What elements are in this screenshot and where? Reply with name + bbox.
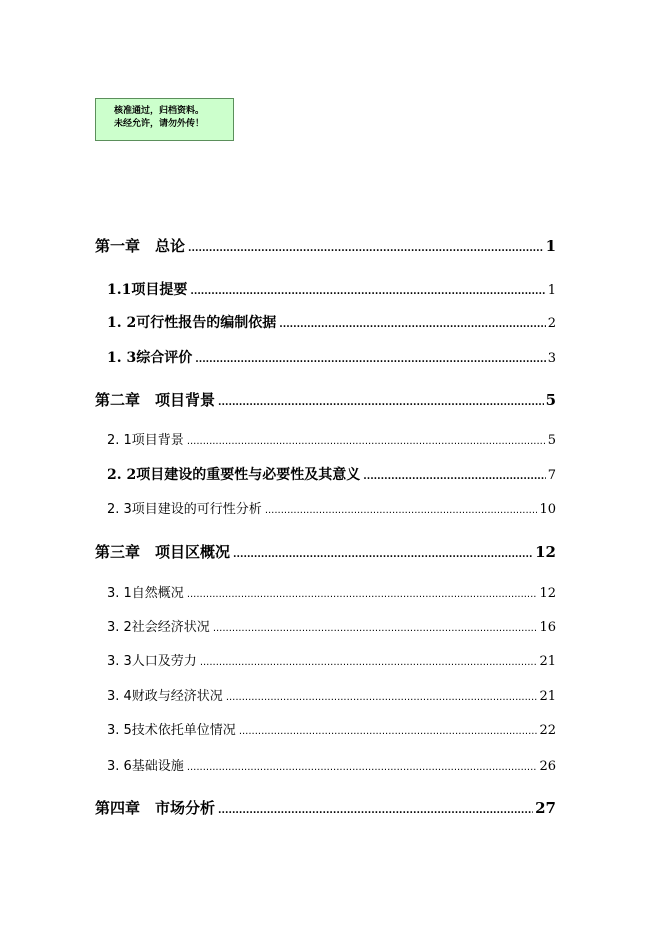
toc-entry-3-5[interactable]: [107, 721, 556, 741]
toc-page-number: 12: [535, 543, 556, 561]
toc-page-number: 5: [545, 391, 556, 409]
toc-entry-1-3[interactable]: [107, 348, 556, 368]
toc-page-number: 21: [539, 654, 556, 669]
toc-label: 1.1项目提要: [107, 282, 188, 298]
toc-page-number: 12: [539, 586, 556, 601]
toc-entry-2-1[interactable]: [107, 431, 556, 451]
toc-entry-chapter-2[interactable]: [95, 390, 556, 410]
toc-leader: [279, 315, 545, 335]
toc-label: 第四章 市场分析: [95, 799, 216, 817]
toc-entry-1-1[interactable]: [107, 280, 556, 300]
toc-leader: [363, 467, 545, 487]
toc-entry-chapter-1[interactable]: [95, 236, 556, 256]
toc-leader: [195, 350, 545, 370]
toc-entry-3-1[interactable]: [107, 584, 556, 604]
toc-label: 第二章 项目背景: [95, 391, 216, 409]
toc-page-number: 5: [547, 433, 556, 448]
notice-line-2: 未经允许，请勿外传！: [114, 119, 205, 129]
toc-page-number: 7: [547, 468, 556, 483]
toc-entry-3-6[interactable]: [107, 757, 556, 777]
notice-line-1: 核准通过，归档资料。: [114, 106, 205, 116]
toc-label: 第一章 总论: [95, 237, 186, 255]
toc-page-number: 16: [539, 620, 556, 635]
toc-label: 1. 3综合评价: [107, 350, 193, 366]
toc-page-number: 2: [547, 316, 556, 331]
toc-entry-2-2[interactable]: [107, 465, 556, 485]
toc-leader: [213, 619, 538, 639]
toc-label: 3. 1自然概况: [107, 586, 184, 601]
toc-label: 2. 2项目建设的重要性与必要性及其意义: [107, 467, 361, 483]
toc-page-number: 1: [547, 283, 556, 298]
toc-entry-3-3[interactable]: [107, 652, 556, 672]
toc-label: 3. 3人口及劳力: [107, 654, 197, 669]
toc-label: 第三章 项目区概况: [95, 543, 231, 561]
toc-label: 2. 1项目背景: [107, 433, 184, 448]
toc-entry-3-2[interactable]: [107, 618, 556, 638]
toc-page-number: 10: [539, 502, 556, 517]
approval-notice-box: [95, 98, 234, 141]
toc-leader: [190, 282, 545, 302]
toc-label: 3. 5技术依托单位情况: [107, 723, 236, 738]
toc-label: 1. 2可行性报告的编制依据: [107, 315, 277, 331]
toc-entry-1-2[interactable]: [107, 313, 556, 333]
toc-leader: [187, 432, 546, 452]
toc-leader: [188, 239, 544, 259]
toc-leader: [226, 688, 538, 708]
toc-label: 3. 4财政与经济状况: [107, 689, 223, 704]
toc-page-number: 21: [539, 689, 556, 704]
toc-entry-3-4[interactable]: [107, 687, 556, 707]
toc-page-number: 22: [539, 723, 556, 738]
toc-page-number: 27: [535, 799, 556, 817]
toc-page-number: 3: [547, 351, 556, 366]
toc-leader: [187, 585, 538, 605]
toc-leader: [218, 801, 533, 821]
toc-leader: [239, 722, 538, 742]
toc-entry-chapter-3[interactable]: [95, 542, 556, 562]
toc-leader: [218, 393, 544, 413]
toc-label: 3. 6基础设施: [107, 759, 184, 774]
toc-page-number: 1: [545, 237, 556, 255]
toc-label: 3. 2社会经济状况: [107, 620, 210, 635]
toc-leader: [200, 653, 538, 673]
toc-entry-chapter-4[interactable]: [95, 798, 556, 818]
toc-label: 2. 3项目建设的可行性分析: [107, 502, 262, 517]
toc-page-number: 26: [539, 759, 556, 774]
toc-leader: [233, 545, 533, 565]
toc-entry-2-3[interactable]: [107, 500, 556, 520]
toc-leader: [265, 501, 538, 521]
toc-leader: [187, 758, 538, 778]
